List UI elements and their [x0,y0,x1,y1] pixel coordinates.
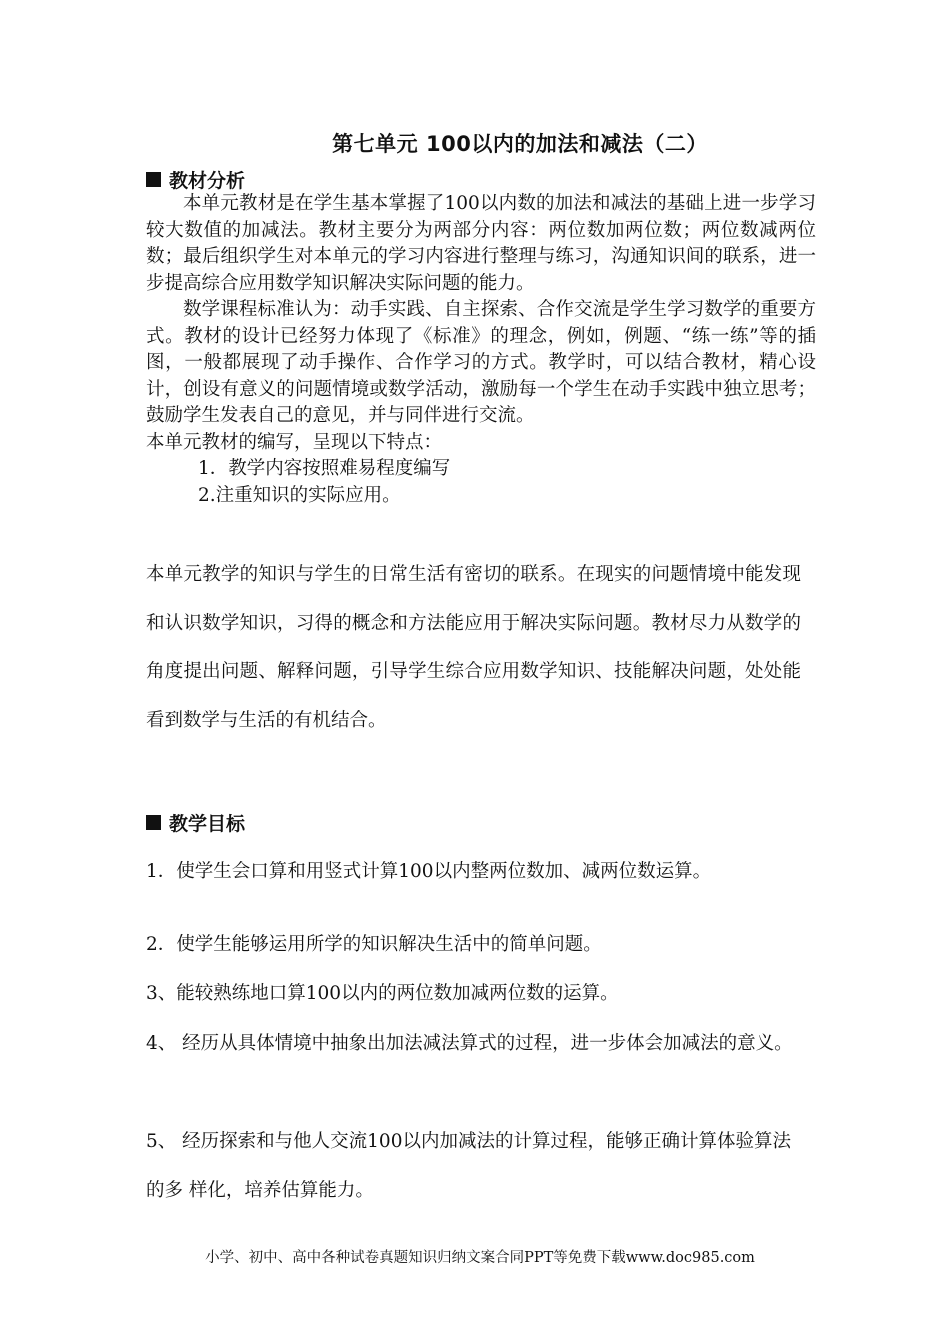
square-bullet-icon [146,172,161,187]
page-title: 第七单元 100以内的加法和减法（二） [332,132,708,156]
paragraph: 本单元教学的知识与学生的日常生活有密切的联系。在现实的问题情境中能发现和认识数学知识，习得的概念和方法能应用于解决实际问题。教材尽力从数学的角度提出问题、解释问题，引导学生综合应用数学知识、技能解决问题，处处能看到数学与生活的有机结合。 [146,564,801,731]
paragraph: 本单元教材是在学生基本掌握了100以内数的加法和减法的基础上进一步学习较大数值的加减法。教材主要分为两部分内容：两位数加两位数；两位数减两位数；最后组织学生对本单元的学习内容进行整理与练习，沟通知识间的联系，进一步提高综合应用数学知识解决实际问题的能力。 [146,193,816,294]
section-heading-label: 教材分析 [169,170,246,192]
goal-item: 2．使学生能够运用所学的知识解决生活中的简单问题。 [146,934,602,955]
goal-item: 1．使学生会口算和用竖式计算100以内整两位数加、减两位数运算。 [146,861,712,882]
section-heading-label: 教学目标 [169,813,246,835]
paragraph: 本单元教材的编写，呈现以下特点： [146,431,443,453]
analysis-body [146,191,816,509]
goal-item: 4、 经历从具体情境中抽象出加法减法算式的过程，进一步体会加减法的意义。 [146,1033,793,1054]
analysis-summary [146,551,801,745]
list-item: 1．教学内容按照难易程度编写 [198,458,451,479]
square-bullet-icon [146,815,161,830]
goal-item: 5、 经历探索和与他人交流100以内加减法的计算过程，能够正确计算体验算法的多 样化，培养估算能力。 [146,1131,791,1201]
goal-item: 3、能较熟练地口算100以内的两位数加减两位数的运算。 [146,983,619,1004]
footer-text: 小学、初中、高中各种试卷真题知识归纳文案合同PPT等免费下载www.doc985.com [205,1250,755,1266]
list-item: 2.注重知识的实际应用。 [198,484,401,506]
paragraph: 数学课程标准认为：动手实践、自主探索、合作交流是学生学习数学的重要方式。教材的设计已经努力体现了《标准》的理念，例如，例题、“练一练”等的插图，一般都展现了动手操作、合作学习的方式。教学时，可以结合教材，精心设计，创设有意义的问题情境或数学活动，激励每一个学生在动手实践中独立思考；鼓励学生发表自己的意见，并与同伴进行交流。 [146,299,816,426]
section-heading-goals [146,809,245,836]
section-heading-analysis [146,166,245,193]
